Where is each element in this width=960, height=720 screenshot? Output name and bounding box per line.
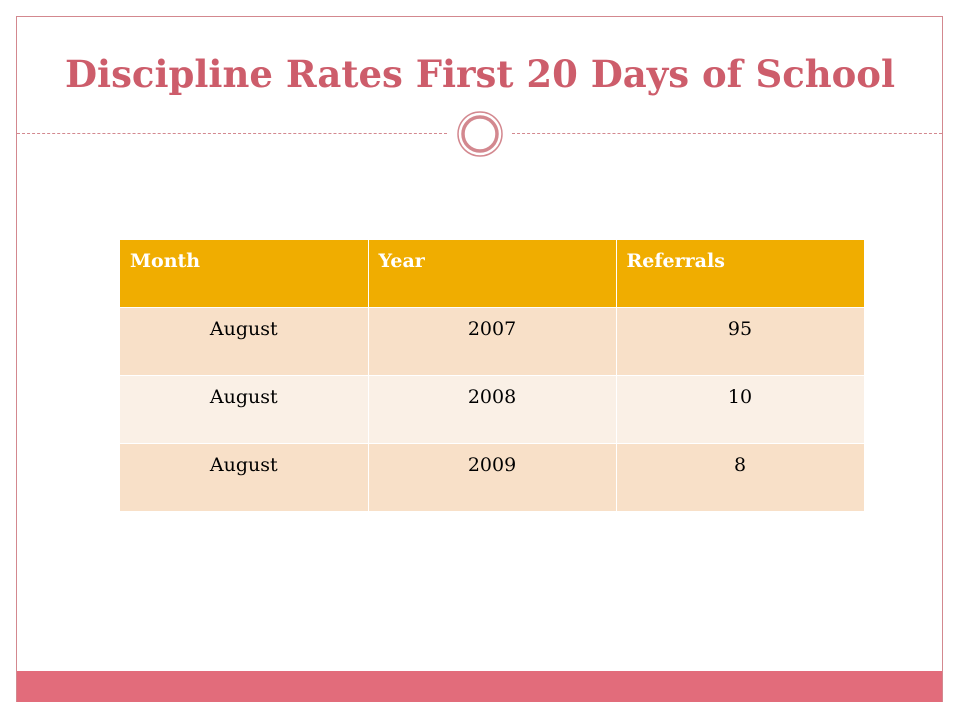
slide-title: Discipline Rates First 20 Days of School [64, 52, 896, 96]
header-month: Month [120, 240, 368, 307]
header-referrals: Referrals [616, 240, 864, 307]
circle-ornament-icon [456, 110, 504, 158]
referrals-table [120, 240, 865, 511]
cell-year: 2008 [368, 375, 616, 443]
table-row [120, 443, 864, 511]
bottom-accent-bar [17, 671, 942, 702]
cell-month: August [120, 375, 368, 443]
cell-referrals: 8 [616, 443, 864, 511]
cell-referrals: 10 [616, 375, 864, 443]
table-header-row [120, 240, 864, 307]
cell-referrals: 95 [616, 307, 864, 375]
table-row [120, 375, 864, 443]
title-divider-left [17, 133, 447, 134]
table-row [120, 307, 864, 375]
cell-year: 2007 [368, 307, 616, 375]
cell-month: August [120, 307, 368, 375]
header-year: Year [368, 240, 616, 307]
cell-month: August [120, 443, 368, 511]
title-divider-right [512, 133, 942, 134]
cell-year: 2009 [368, 443, 616, 511]
